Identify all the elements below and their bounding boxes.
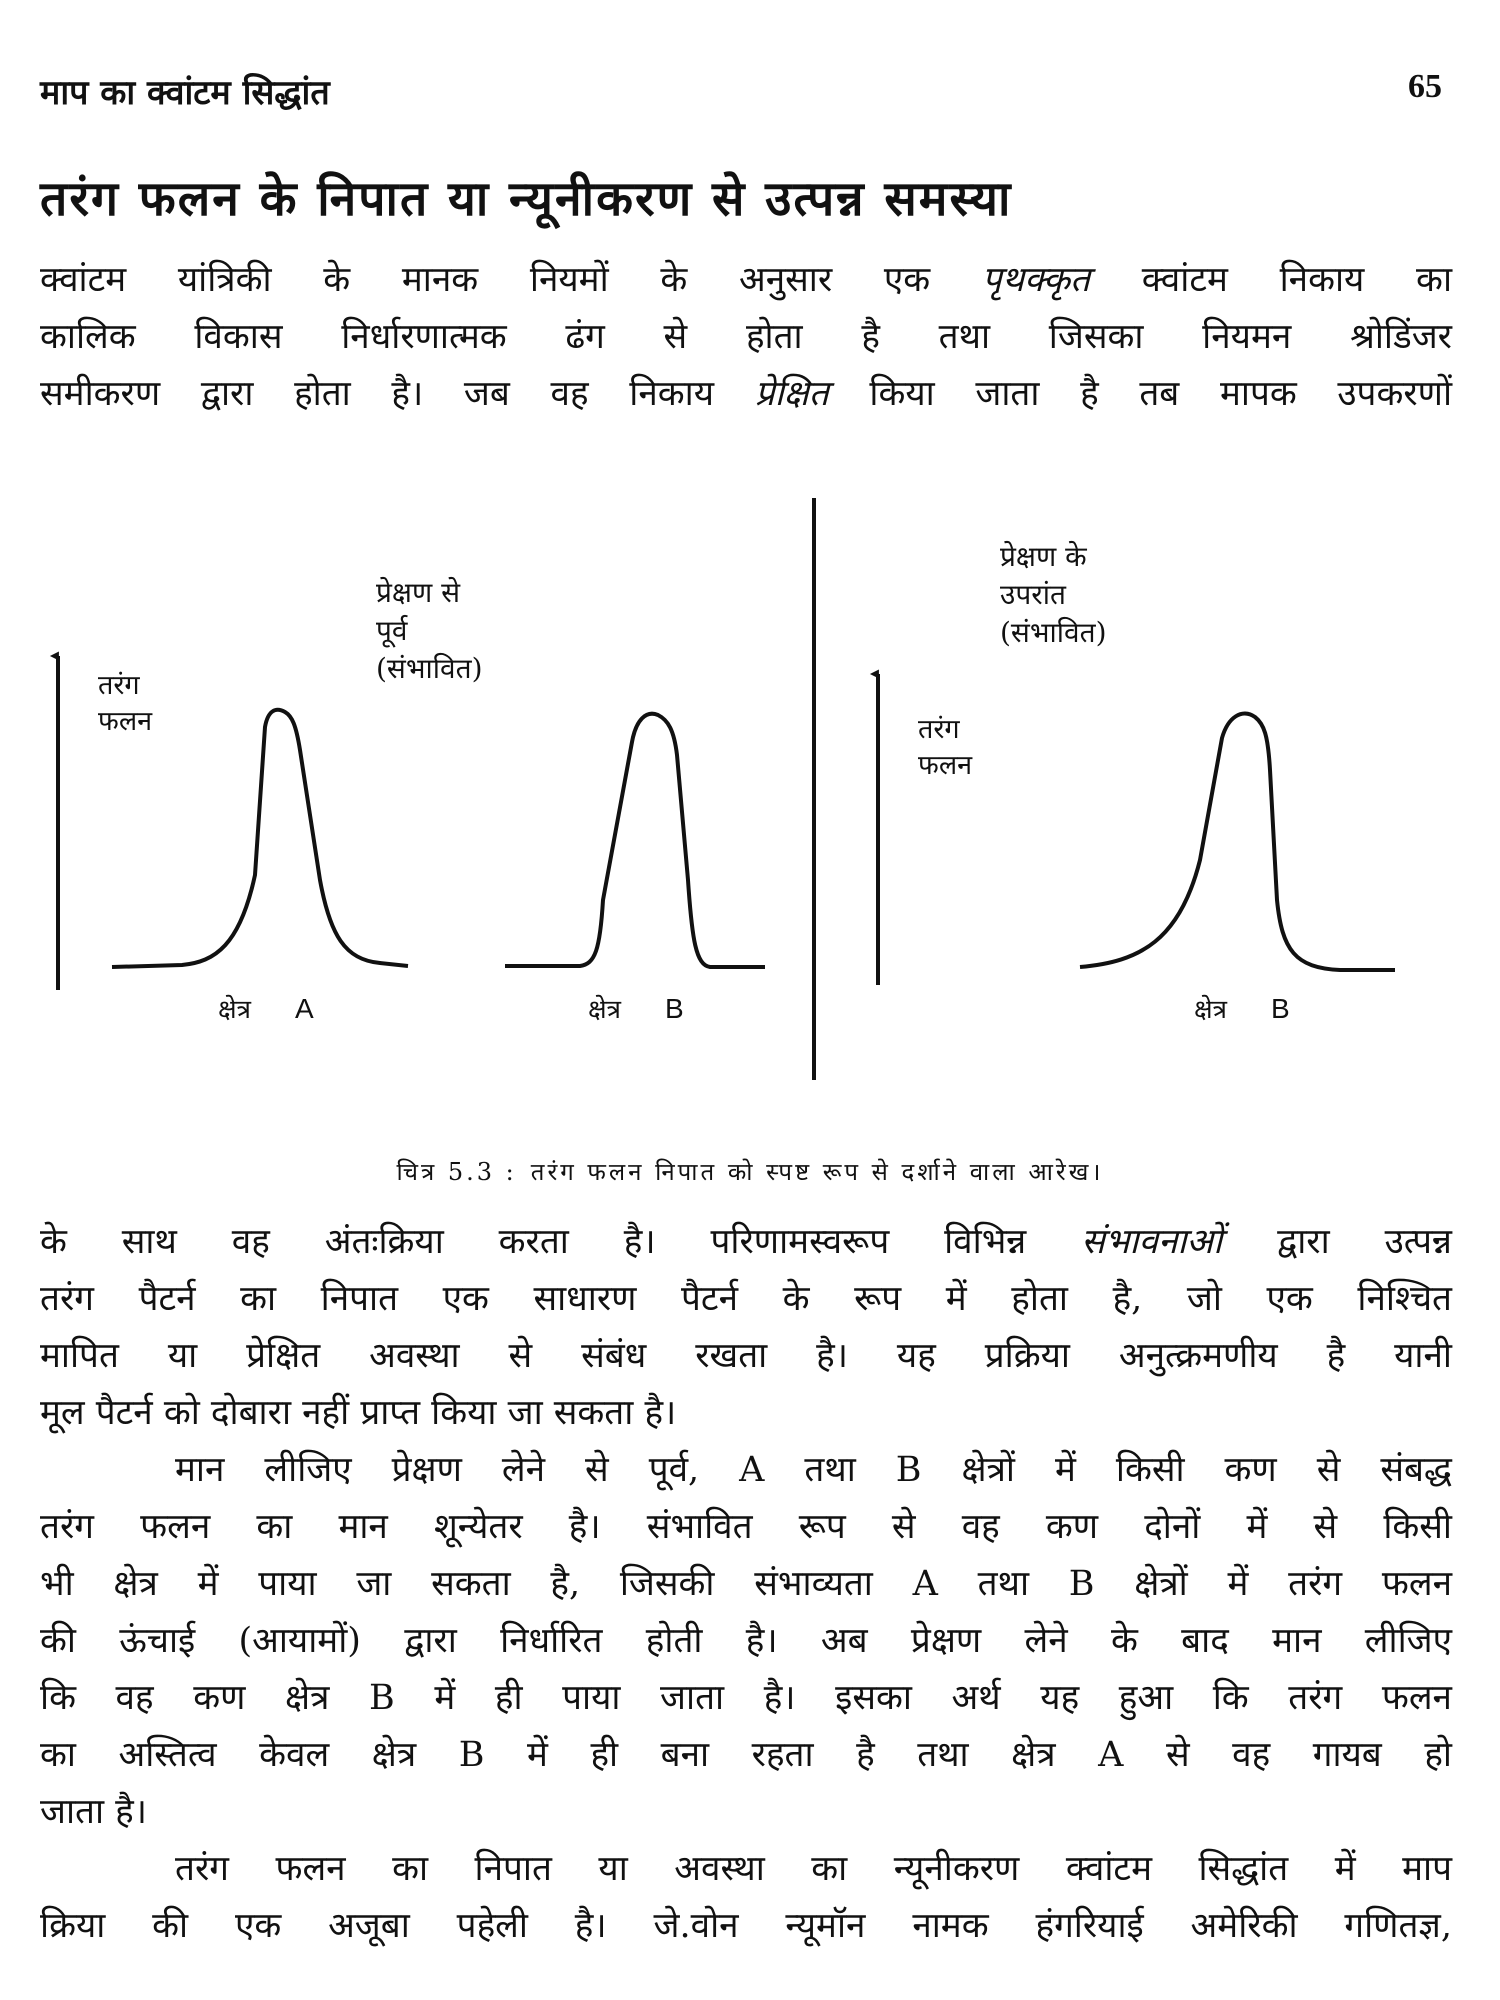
section-heading: तरंग फलन के निपात या न्यूनीकरण से उत्पन्न समस्या bbox=[40, 171, 1013, 227]
y-axis-label-line: तरंग bbox=[918, 714, 960, 745]
annotation-line: पूर्व bbox=[376, 614, 408, 647]
region-word: क्षेत्र bbox=[588, 995, 621, 1025]
wave-peak-region-a bbox=[112, 710, 408, 967]
text-line: मापित या प्रेक्षित अवस्था से संबंध रखता है। यह प्रक्रिया अनुत्क्रमणीय है यानी bbox=[40, 1336, 1452, 1376]
text-span: समीकरण द्वारा होता है। जब वह निकाय bbox=[40, 374, 755, 414]
wavefunction-collapse-figure bbox=[0, 480, 1500, 1120]
region-word: क्षेत्र bbox=[218, 995, 251, 1025]
text-line: क्रिया की एक अजूबा पहेली है। जे.वोन न्यूमॉन नामक हंगरियाई अमेरिकी गणितज्ञ, bbox=[40, 1906, 1452, 1946]
region-letter: B bbox=[1271, 993, 1290, 1024]
text-span: द्वारा उत्पन्न bbox=[1222, 1222, 1452, 1262]
region-b-label-right-panel bbox=[1194, 990, 1290, 1026]
text-line: का अस्तित्व केवल क्षेत्र B में ही बना रहता है तथा क्षेत्र A से वह गायब हो bbox=[40, 1735, 1452, 1775]
region-letter: B bbox=[665, 993, 684, 1024]
text-line: तरंग पैटर्न का निपात एक साधारण पैटर्न के रूप में होता है, जो एक निश्चित bbox=[40, 1279, 1452, 1319]
italic-term: संभावनाओं bbox=[1081, 1222, 1223, 1262]
text-line: कालिक विकास निर्धारणात्मक ढंग से होता है तथा जिसका नियमन श्रोडिंजर bbox=[40, 317, 1452, 357]
paragraph-intro bbox=[40, 252, 1452, 423]
running-header bbox=[40, 68, 1442, 118]
caption-number: चित्र 5.3 : bbox=[396, 1158, 517, 1186]
text-line bbox=[40, 366, 1452, 423]
region-b-label-left-panel bbox=[588, 990, 684, 1026]
running-title: माप का क्वांटम सिद्धांत bbox=[40, 73, 330, 113]
annotation-before-observation bbox=[376, 574, 483, 688]
text-span: किया जाता है तब मापक उपकरणों bbox=[828, 374, 1453, 414]
paragraph-interaction bbox=[40, 1214, 1452, 1442]
region-a-label bbox=[218, 990, 314, 1026]
text-span: के साथ वह अंतःक्रिया करता है। परिणामस्वरूप विभिन्न bbox=[40, 1222, 1082, 1262]
text-line: तरंग फलन का मान शून्येतर है। संभावित रूप से वह कण दोनों में से किसी bbox=[40, 1507, 1452, 1547]
text-span: क्वांटम निकाय का bbox=[1090, 260, 1453, 300]
text-line bbox=[40, 252, 1452, 309]
y-axis-label-left bbox=[98, 668, 152, 740]
annotation-line: (संभावित) bbox=[1000, 616, 1107, 649]
figure-caption bbox=[0, 1155, 1500, 1188]
y-axis-label-right bbox=[918, 712, 972, 784]
annotation-line: उपरांत bbox=[1000, 578, 1066, 611]
italic-term: पृथक्कृत bbox=[981, 260, 1091, 300]
y-axis-label-line: तरंग bbox=[98, 670, 140, 701]
text-line: मान लीजिए प्रेक्षण लेने से पूर्व, A तथा B क्षेत्रों में किसी कण से संबद्ध bbox=[175, 1450, 1452, 1490]
italic-term: प्रेक्षित bbox=[754, 374, 829, 414]
paragraph-example bbox=[40, 1442, 1452, 1841]
text-line: भी क्षेत्र में पाया जा सकता है, जिसकी संभाव्यता A तथा B क्षेत्रों में तरंग फलन bbox=[40, 1564, 1452, 1604]
caption-text: तरंग फलन निपात को स्पष्ट रूप से दर्शाने वाला आरेख। bbox=[530, 1158, 1104, 1186]
y-axis-label-line: फलन bbox=[98, 706, 153, 737]
text-line: कि वह कण क्षेत्र B में ही पाया जाता है। इसका अर्थ यह हुआ कि तरंग फलन bbox=[40, 1678, 1452, 1718]
text-line: तरंग फलन का निपात या अवस्था का न्यूनीकरण क्वांटम सिद्धांत में माप bbox=[175, 1849, 1452, 1889]
wave-peak-region-b bbox=[505, 714, 765, 967]
text-line: की ऊंचाई (आयामों) द्वारा निर्धारित होती है। अब प्रेक्षण लेने के बाद मान लीजिए bbox=[40, 1621, 1452, 1661]
annotation-line: (संभावित) bbox=[376, 652, 483, 685]
paragraph-von-neumann bbox=[40, 1841, 1452, 1955]
wave-peak-collapsed-region-b bbox=[1080, 714, 1395, 970]
page-number: 65 bbox=[1408, 68, 1442, 105]
text-line bbox=[40, 1214, 1452, 1271]
annotation-after-observation bbox=[1000, 538, 1107, 652]
annotation-line: प्रेक्षण से bbox=[376, 576, 461, 609]
y-axis-label-line: फलन bbox=[918, 750, 973, 781]
text-span: क्वांटम यांत्रिकी के मानक नियमों के अनुसार एक bbox=[40, 260, 982, 300]
text-line: जाता है। bbox=[40, 1792, 148, 1832]
region-word: क्षेत्र bbox=[1194, 995, 1227, 1025]
region-letter: A bbox=[295, 993, 314, 1024]
text-line: मूल पैटर्न को दोबारा नहीं प्राप्त किया जा सकता है। bbox=[40, 1393, 677, 1433]
annotation-line: प्रेक्षण के bbox=[1000, 540, 1087, 573]
